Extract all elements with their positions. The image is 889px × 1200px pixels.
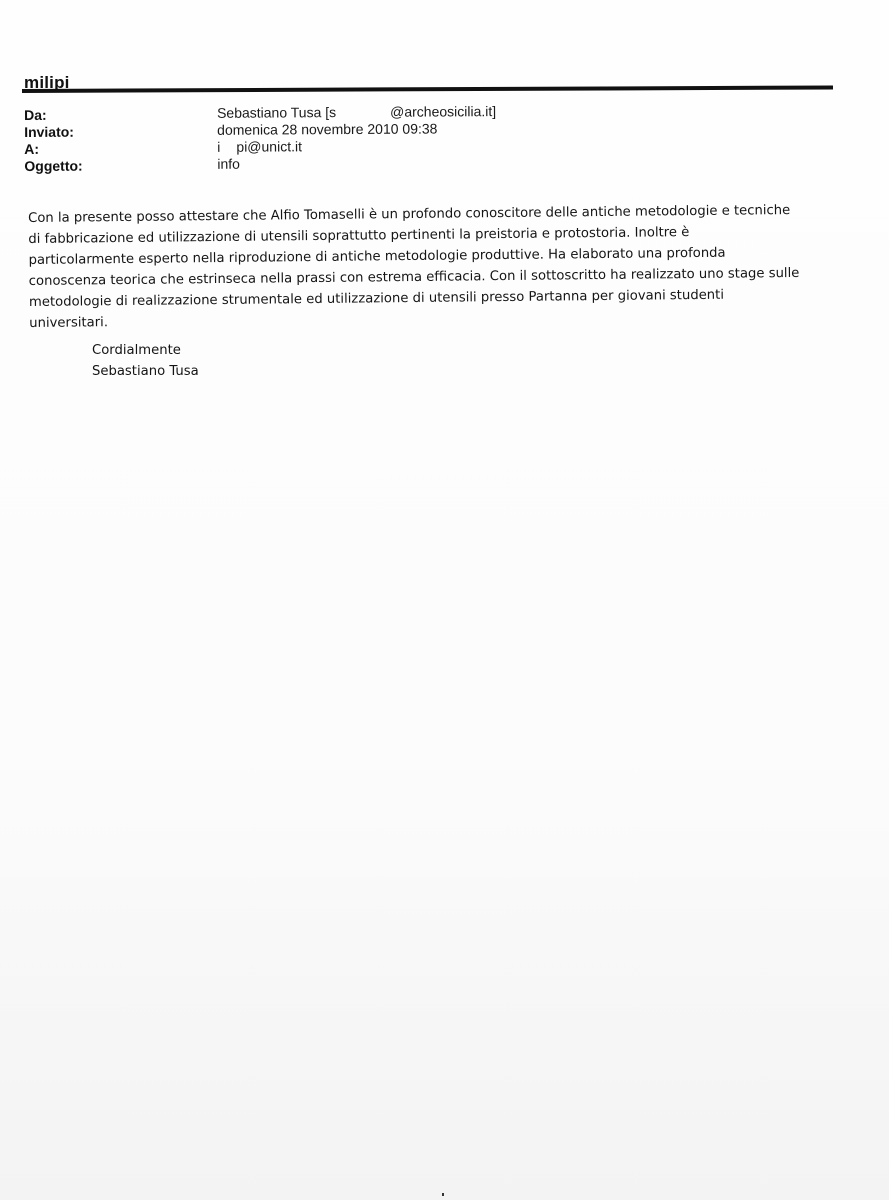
- from-value: [217, 103, 496, 122]
- header-divider-rule: [22, 85, 833, 93]
- closing-block: [92, 340, 199, 382]
- body-line: di fabbricazione ed utilizzazione di utensili soprattutto pertinenti la preistoria e protostoria. Inoltre è: [28, 225, 690, 247]
- redacted-text: [336, 107, 390, 119]
- scan-shading: [0, 820, 889, 1200]
- scan-speck: [442, 1193, 444, 1196]
- from-domain: @archeosicilia.it]: [390, 103, 497, 120]
- body-line: conoscenza teorica che estrinseca nella prassi con estrema efficacia. Con il sottoscritto ha realizzato uno stage sulle: [28, 265, 800, 289]
- to-value-wrap: [217, 138, 302, 156]
- to-label: A:: [24, 140, 40, 157]
- subject-value: info: [217, 155, 240, 172]
- body-line: Con la presente posso attestare che Alfio Tomaselli è un profondo conoscitore delle antiche metodologie e tecniche: [28, 203, 791, 226]
- from-label: Da:: [24, 106, 47, 123]
- signature-name: Sebastiano Tusa: [92, 364, 199, 379]
- redacted-text: [220, 142, 236, 154]
- email-header-block: [24, 101, 824, 174]
- sent-value: domenica 28 novembre 2010 09:38: [217, 120, 438, 138]
- to-prefix: i: [217, 138, 221, 155]
- body-line: metodologie di realizzazione strumentale ed utilizzazione di utensili presso Partanna per giovani studenti: [28, 287, 725, 310]
- header-row-subject: [24, 152, 824, 174]
- mailbox-owner-name: milipi: [24, 73, 70, 92]
- email-body: [28, 200, 829, 334]
- body-line: universitari.: [29, 315, 109, 331]
- from-name: Sebastiano Tusa [s: [216, 104, 337, 121]
- body-line: particolarmente esperto nella riproduzione di antiche metodologie produttive. Ha elaborato una profonda: [28, 245, 726, 268]
- to-value: pi@unict.it: [236, 138, 303, 155]
- subject-label: Oggetto:: [24, 157, 83, 174]
- closing-salutation: Cordialmente: [92, 343, 181, 358]
- sent-label: Inviato:: [24, 123, 74, 140]
